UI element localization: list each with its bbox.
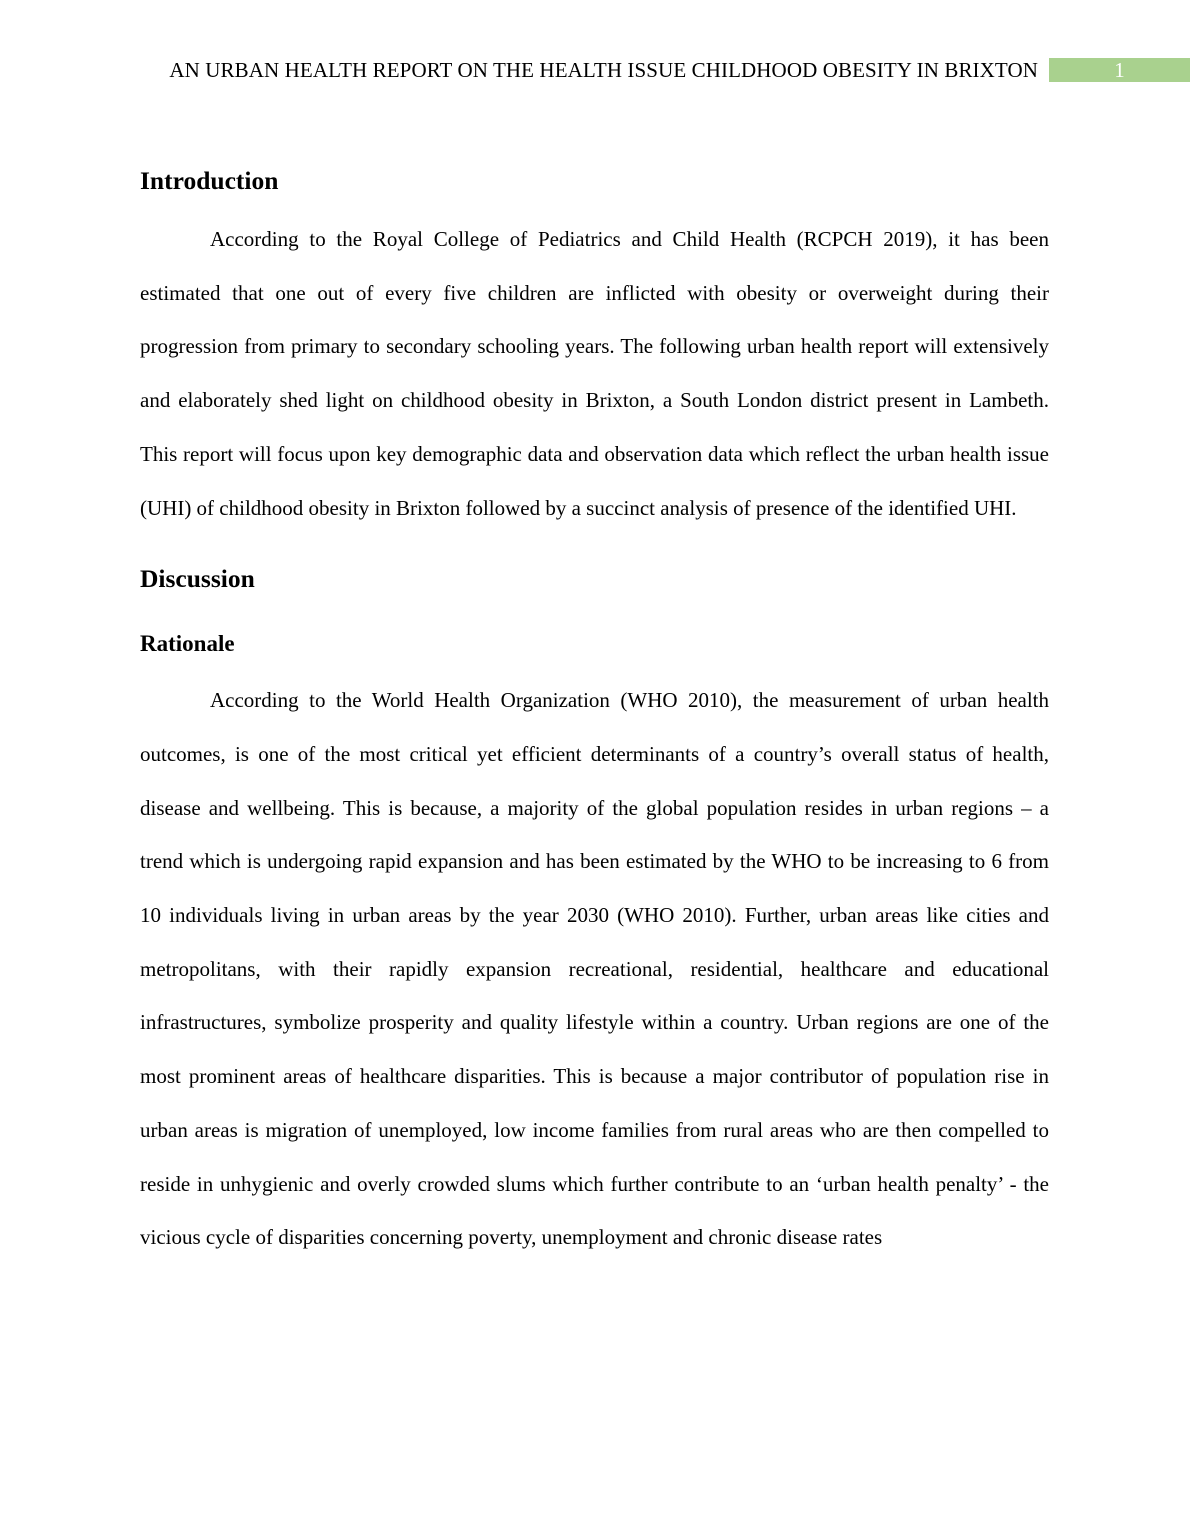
rationale-heading: Rationale xyxy=(140,631,235,657)
running-header-title: AN URBAN HEALTH REPORT ON THE HEALTH ISSUE CHILDHOOD OBESITY IN BRIXTON xyxy=(169,58,1038,82)
introduction-section xyxy=(140,162,1049,535)
introduction-paragraph: According to the Royal College of Pediatrics and Child Health (RCPCH 2019), it has been estimated that one out of every five children are inflicted with obesity or overweight during their progression from primary to secondary schooling years. The following urban health report will extensively and elaborately shed light on childhood obesity in Brixton, a South London district present in Lambeth. This report will focus upon key demographic data and observation data which reflect the urban health issue (UHI) of childhood obesity in Brixton followed by a succinct analysis of presence of the identified UHI. xyxy=(140,227,1049,520)
document-body xyxy=(140,160,1049,1265)
page-number: 1 xyxy=(1049,58,1190,82)
page-header xyxy=(0,56,1190,84)
discussion-heading: Discussion xyxy=(140,564,255,594)
introduction-heading: Introduction xyxy=(140,166,279,195)
discussion-section xyxy=(140,560,1049,1265)
rationale-paragraph: According to the World Health Organization (WHO 2010), the measurement of urban health outcomes, is one of the most critical yet efficient determinants of a country’s overall status of health, disease and wellbeing. This is because, a majority of the global population resides in urban regions – a trend which is undergoing rapid expansion and has been estimated by the WHO to be increasing to 6 from 10 individuals living in urban areas by the year 2030 (WHO 2010). Further, urban areas like cities and metropolitans, with their rapidly expansion recreational, residential, healthcare and educational infrastructures, symbolize prosperity and quality lifestyle within a country. Urban regions are one of the most prominent areas of healthcare disparities. This is because a major contributor of population rise in urban areas is migration of unemployed, low income families from rural areas who are then compelled to reside in unhygienic and overly crowded slums which further contribute to an ‘urban health penalty’ - the vicious cycle of disparities concerning poverty, unemployment and chronic disease rates xyxy=(140,688,1049,1250)
